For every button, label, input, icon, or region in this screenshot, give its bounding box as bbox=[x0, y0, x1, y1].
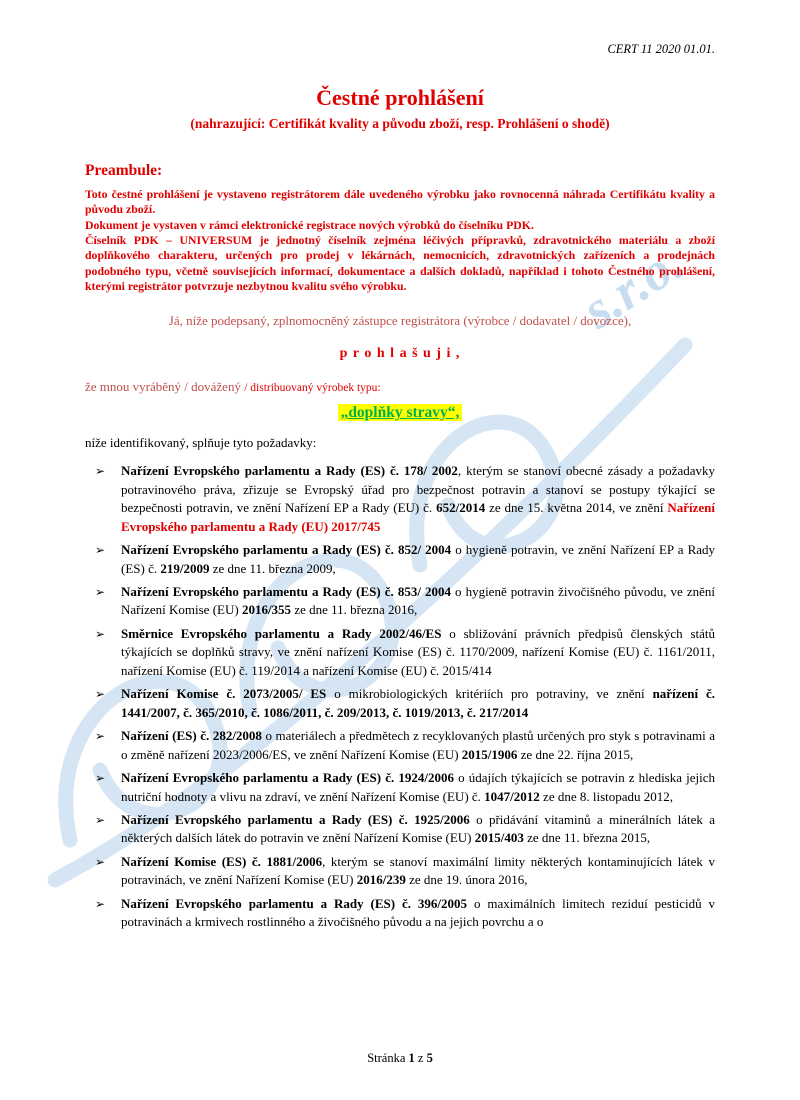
text-segment: o hygieně potravin živočišného původu, ve znění Nařízení Komise (EU) bbox=[121, 584, 716, 618]
text-segment: Nařízení Evropského parlamentu a Rady (ES) č. 396/2005 bbox=[121, 895, 468, 911]
requirement-item bbox=[95, 727, 715, 764]
text-segment: Nařízení Komise (ES) č. 1881/2006 bbox=[121, 853, 323, 869]
product-line-main: že mnou vyráběný / dovážený bbox=[85, 379, 245, 395]
arrow-bullet-icon: ➢ bbox=[95, 854, 106, 869]
text-segment: Nařízení Komise č. 2073/2005/ ES bbox=[121, 686, 327, 702]
preamble-paragraph: Dokument je vystaven v rámci elektronické registrace nových výrobků do číselníku PDK. bbox=[85, 217, 534, 232]
text-segment: ze dne 19. února 2016, bbox=[405, 872, 528, 888]
product-type-highlight: „doplňky stravy“, bbox=[338, 404, 463, 421]
text-segment: ze dne 8. listopadu 2012, bbox=[539, 788, 674, 804]
text-segment: nařízení č. 1441/2007, č. 365/2010, č. 1086/2011, č. 209/2013, č. 1019/2013, č. 217/2014 bbox=[121, 686, 715, 720]
text-segment: 2016/239 bbox=[356, 872, 406, 888]
product-line bbox=[85, 379, 715, 395]
arrow-bullet-icon: ➢ bbox=[95, 543, 106, 558]
declaration-follow: níže identifikovaný, splňuje tyto požadavky: bbox=[85, 435, 317, 451]
text-segment: ze dne 11. března 2016, bbox=[291, 602, 418, 618]
requirement-item bbox=[95, 811, 716, 848]
document-subtitle: (nahrazující: Certifikát kvality a původu zboží, resp. Prohlášení o shodě) bbox=[190, 116, 610, 131]
text-segment: Nařízení Evropského parlamentu a Rady (ES) č. 852/ 2004 bbox=[121, 542, 452, 558]
arrow-bullet-icon: ➢ bbox=[95, 896, 106, 911]
document-title: Čestné prohlášení bbox=[316, 85, 484, 110]
preamble-body bbox=[85, 187, 715, 294]
document-header-code: CERT 11 2020 01.01. bbox=[607, 42, 715, 56]
arrow-bullet-icon: ➢ bbox=[95, 813, 106, 827]
requirement-item bbox=[95, 583, 716, 620]
footer-separator: z bbox=[414, 1051, 427, 1065]
text-segment: Směrnice Evropského parlamentu a Rady 2002/46/ES bbox=[121, 625, 442, 641]
arrow-bullet-icon: ➢ bbox=[95, 464, 106, 479]
arrow-bullet-icon: ➢ bbox=[95, 771, 106, 786]
arrow-bullet-icon: ➢ bbox=[95, 585, 106, 600]
text-segment: ze dne 22. října 2015, bbox=[517, 746, 634, 762]
text-segment: Nařízení Evropského parlamentu a Rady (ES) č. 1924/2006 bbox=[121, 770, 454, 786]
preamble-heading: Preambule: bbox=[85, 162, 163, 179]
text-segment: ze dne 11. března 2009, bbox=[209, 560, 336, 576]
requirement-item bbox=[95, 769, 715, 806]
text-segment: Nařízení (ES) č. 282/2008 bbox=[121, 728, 262, 744]
requirement-item bbox=[95, 853, 716, 890]
product-line-secondary: / distribuovaný výrobek typu: bbox=[244, 382, 381, 395]
preamble-paragraph: Toto čestné prohlášení je vystaveno registrátorem dále uvedeného výrobku jako rovnocenná náhrada Certifikátu kvality a původu zboží. bbox=[85, 187, 715, 217]
text-segment: o maximálních limitech reziduí pesticidů v potravinách a krmivech rostlinného a živočišného původu a na jejich povrchu a o bbox=[121, 895, 715, 930]
text-segment: Nařízení Evropského parlamentu a Rady (ES) č. 853/ 2004 bbox=[121, 584, 451, 600]
footer-prefix: Stránka bbox=[367, 1051, 409, 1065]
declaration-intro: Já, níže podepsaný, zplnomocněný zástupce registrátora (výrobce / dodavatel / dovozce), bbox=[168, 313, 632, 329]
text-segment: o sbližování právních předpisů členských států týkajících se doplňků stravy, ve znění nařízení Komise (ES) č. 1170/2009, nařízení Komise (EU) č. 1161/2011, nařízení Komise (EU) č. 119/2014 a nařízení Komise (EU) č. 2015/414 bbox=[121, 625, 715, 678]
watermark-text: s.r.o. bbox=[571, 231, 694, 341]
arrow-bullet-icon: ➢ bbox=[95, 729, 106, 744]
text-segment: ze dne 11. března 2015, bbox=[523, 830, 651, 846]
requirement-item bbox=[95, 895, 715, 932]
arrow-bullet-icon: ➢ bbox=[95, 626, 106, 641]
text-segment: o hygieně potravin, ve znění Nařízení EP a Rady (ES) č. bbox=[121, 542, 716, 576]
text-segment: Nařízení Evropského parlamentu a Rady (ES) č. 1925/2006 bbox=[121, 812, 470, 827]
footer-page-number: 1 bbox=[408, 1051, 415, 1065]
requirement-item bbox=[95, 541, 716, 578]
text-segment: 2016/355 bbox=[241, 602, 292, 618]
footer-total-pages: 5 bbox=[426, 1051, 433, 1065]
text-segment: 1047/2012 bbox=[484, 788, 540, 804]
text-segment: o mikrobiologických kritériích pro potraviny, ve znění bbox=[326, 686, 653, 702]
arrow-bullet-icon: ➢ bbox=[95, 687, 106, 702]
declaration-verb: p r o h l a š u j i , bbox=[339, 346, 461, 362]
text-segment: 2015/1906 bbox=[461, 746, 518, 762]
text-segment: , kterým se stanoví maximální limity některých kontaminujících látek v potravinách, ve znění Nařízení Komise (EU) bbox=[121, 853, 716, 888]
text-segment: o materiálech a předmětech z recyklovaných plastů určených pro styk s potravinami a o změně nařízení 2023/2006/ES, ve znění Nařízení Komise (EU) bbox=[121, 728, 715, 762]
text-segment: ze dne 15. května 2014, ve znění bbox=[485, 500, 668, 516]
requirement-item bbox=[95, 625, 715, 680]
text-segment: , kterým se stanoví obecné zásady a požadavky potravinového práva, zřizuje se Evropský úřad pro bezpečnost potravin a stanoví se postupy týkající se bezpečnosti potravin, ve znění Nařízení EP a Rady (EU) č. bbox=[121, 463, 715, 516]
text-segment: 2015/403 bbox=[474, 830, 524, 846]
requirements-list bbox=[95, 462, 716, 931]
requirement-item bbox=[95, 685, 715, 722]
text-segment: Nařízení Evropského parlamentu a Rady (EU) 2017/745 bbox=[121, 500, 715, 534]
page-footer bbox=[0, 1051, 800, 1066]
product-type-line bbox=[85, 404, 715, 422]
text-segment: 219/2009 bbox=[160, 560, 210, 576]
requirement-item bbox=[95, 462, 715, 536]
text-segment: o přidávání vitaminů a minerálních látek a některých dalších látek do potravin ve znění Nařízení Komise (EU) bbox=[121, 812, 716, 846]
preamble-paragraph: Číselník PDK – UNIVERSUM je jednotný číselník zejména léčivých přípravků, zdravotnického materiálu a zboží doplňkového charakteru, určených pro prodej v lékárnách, nemocnicích, zdravotnických zařízeních a prodejnách podobného typu, včetně souvisejících informací, dokumentace a dalších dokladů, například i tohoto Čestného prohlášení, kterými registrátor potvrzuje nezbytnou kvalitu svého výrobku. bbox=[85, 232, 715, 293]
text-segment: o údajích týkajících se potravin z hlediska jejich nutriční hodnoty a vlivu na zdraví, ve znění Nařízení Komise (EU) č. bbox=[121, 770, 715, 804]
text-segment: 652/2014 bbox=[436, 500, 486, 516]
text-segment: Nařízení Evropského parlamentu a Rady (ES) č. 178/ 2002 bbox=[121, 463, 458, 479]
